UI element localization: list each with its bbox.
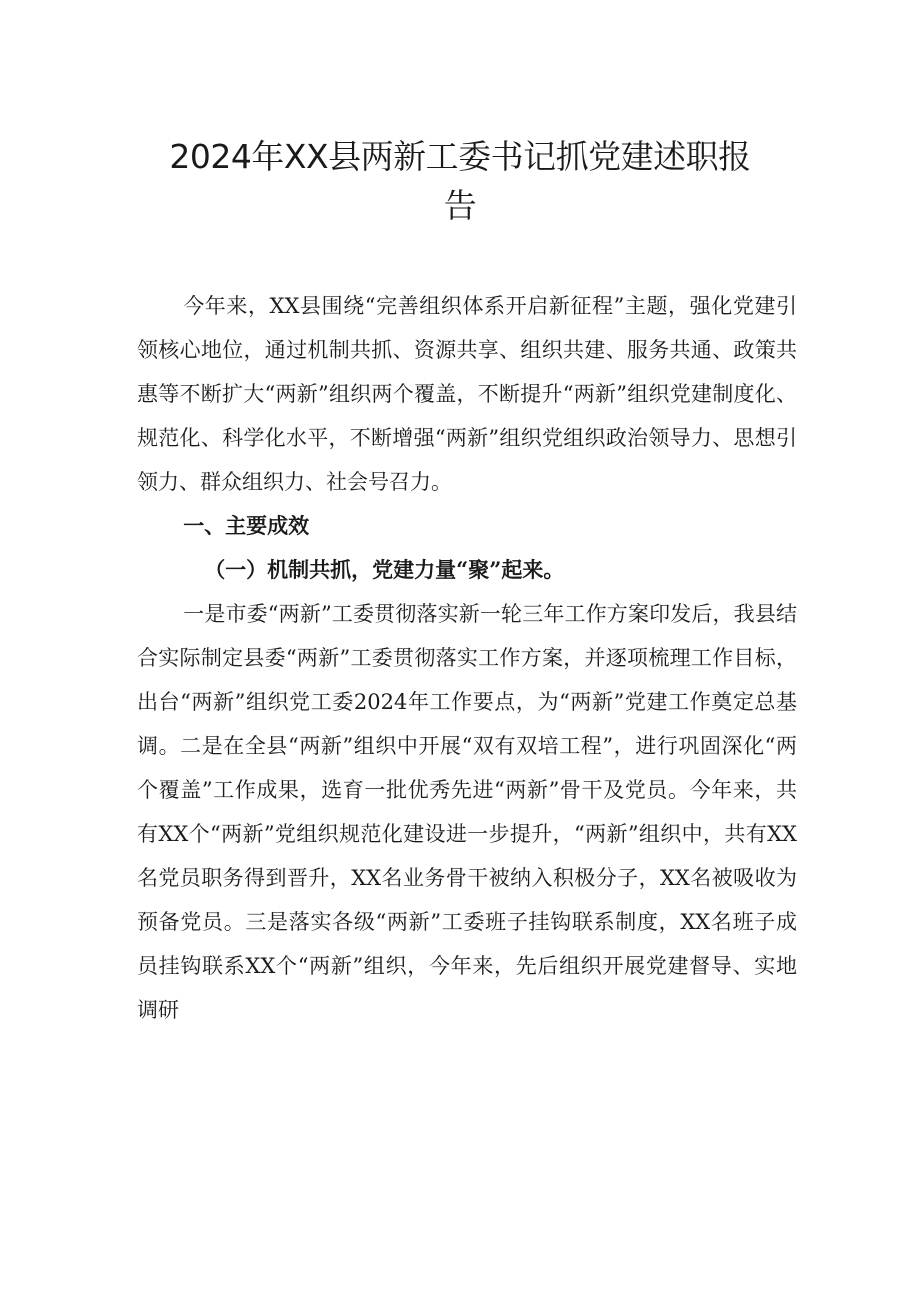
subsection-heading-mechanism: （一）机制共抓，党建力量“聚”起来。 xyxy=(204,557,565,582)
intro-paragraph: 今年来，XX县围绕“完善组织体系开启新征程”主题，强化党建引领核心地位，通过机制共抓、资源共享、组织共建、服务共通、政策共惠等不断扩大“两新”组织两个覆盖，不断提升“两新”组织党建制度化、规范化、科学化水平，不断增强“两新”组织党组织政治领导力、思想引领力、群众组织力、社会号召力。 xyxy=(137,294,797,494)
document-title-line-2: 告 xyxy=(443,186,477,225)
section-heading-main-results: 一、主要成效 xyxy=(183,513,310,538)
document-title-line-1: 2024年XX县两新工委书记抓党建述职报 xyxy=(169,137,751,176)
document-body xyxy=(137,284,797,1032)
body-paragraph: 一是市委“两新”工委贯彻落实新一轮三年工作方案印发后，我县结合实际制定县委“两新”工委贯彻落实工作方案，并逐项梳理工作目标，出台“两新”组织党工委2024年工作要点，为“两新”党建工作奠定总基调。二是在全县“两新”组织中开展“双有双培工程”，进行巩固深化“两个覆盖”工作成果，选育一批优秀先进“两新”骨干及党员。今年来，共有XX个“两新”党组织规范化建设进一步提升，“两新”组织中，共有XX名党员职务得到晋升，XX名业务骨干被纳入积极分子，XX名被吸收为预备党员。三是落实各级“两新”工委班子挂钩联系制度，XX名班子成员挂钩联系XX个“两新”组织，今年来，先后组织开展党建督导、实地调研 xyxy=(137,602,797,1022)
